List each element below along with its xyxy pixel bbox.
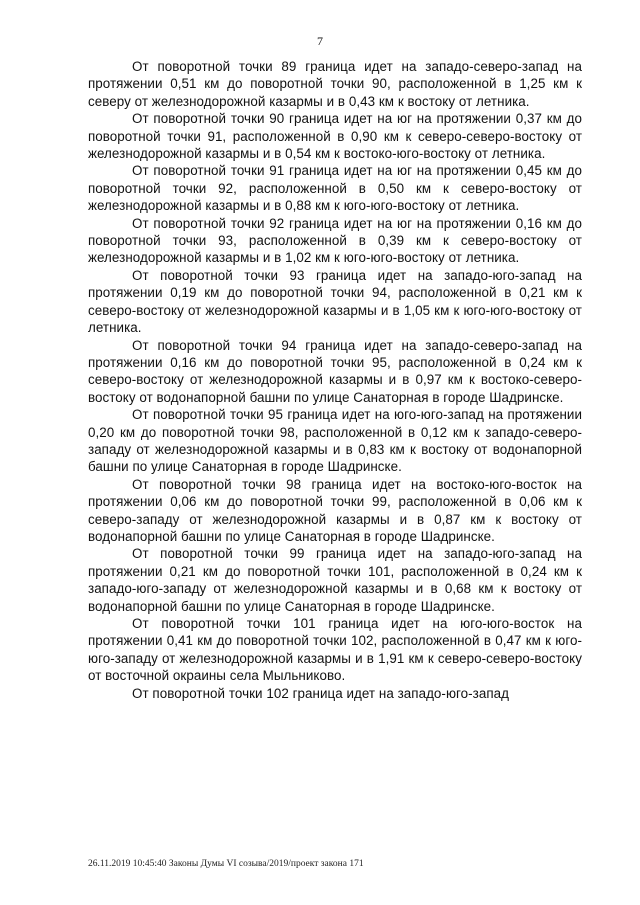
document-body — [88, 58, 582, 702]
paragraph-point-94: От поворотной точки 94 граница идет на западо-северо-запад на протяжении 0,16 км до поворотной точки 95, расположенной в 0,24 км к северо-востоку от железнодорожной казармы и в 0,97 км к востоко-северо-востоку от водонапорной башни по улице Санаторная в городе Шадринске. — [88, 337, 582, 405]
paragraph-point-102: От поворотной точки 102 граница идет на западо-юго-запад — [132, 685, 510, 701]
paragraph-point-93: От поворотной точки 93 граница идет на западо-юго-запад на протяжении 0,19 км до поворотной точки 94, расположенной в 0,21 км к северо-востоку от железнодорожной казармы и в 1,05 км к юго-юго-востоку от летника. — [88, 267, 582, 336]
paragraph-point-101: От поворотной точки 101 граница идет на юго-юго-восток на протяжении 0,41 км до поворотной точки 102, расположенной в 0,47 км к юго-юго-западу от железнодорожной казармы и в 1,91 км к северо-северо-востоку от восточной окраины села Мыльниково. — [88, 616, 582, 684]
paragraph-point-98: От поворотной точки 98 граница идет на востоко-юго-восток на протяжении 0,06 км до поворотной точки 99, расположенной в 0,06 км к северо-западу от железнодорожной казармы и в 0,87 км к востоку от водонапорной башни по улице Санаторная в городе Шадринске. — [88, 476, 582, 544]
page-number: 7 — [317, 34, 323, 48]
paragraph-point-90: От поворотной точки 90 граница идет на юг на протяжении 0,37 км до поворотной точки 91, расположенной в 0,90 км к северо-северо-востоку от железнодорожной казармы и в 0,54 км к востоко-юго-востоку от летника. — [88, 111, 582, 162]
paragraph-point-99: От поворотной точки 99 граница идет на западо-юго-запад на протяжении 0,21 км до поворотной точки 101, расположенной в 0,24 км к западо-юго-западу от железнодорожной казармы и в 0,68 км к востоку от водонапорной башни по улице Санаторная в городе Шадринске. — [88, 546, 582, 614]
paragraph-point-95: От поворотной точки 95 граница идет на юго-юго-запад на протяжении 0,20 км до поворотной точки 98, расположенной в 0,12 км к западо-северо-западу от железнодорожной казармы и в 0,83 км к востоку от водонапорной башни по улице Санаторная в городе Шадринске. — [88, 407, 582, 475]
paragraph-point-91: От поворотной точки 91 граница идет на юг на протяжении 0,45 км до поворотной точки 92, расположенной в 0,50 км к северо-востоку от железнодорожной казармы и в 0,88 км к юго-юго-востоку от летника. — [88, 163, 582, 214]
document-footer: 26.11.2019 10:45:40 Законы Думы VI созыва/2019/проект закона 171 — [88, 859, 364, 869]
paragraph-point-92: От поворотной точки 92 граница идет на юг на протяжении 0,16 км до поворотной точки 93, расположенной в 0,39 км к северо-востоку от железнодорожной казармы и в 1,02 км к юго-юго-востоку от летника. — [88, 215, 582, 266]
paragraph-point-89: От поворотной точки 89 граница идет на западо-северо-запад на протяжении 0,51 км до поворотной точки 90, расположенной в 1,25 км к северу от железнодорожной казармы и в 0,43 км к востоку от летника. — [88, 59, 582, 109]
